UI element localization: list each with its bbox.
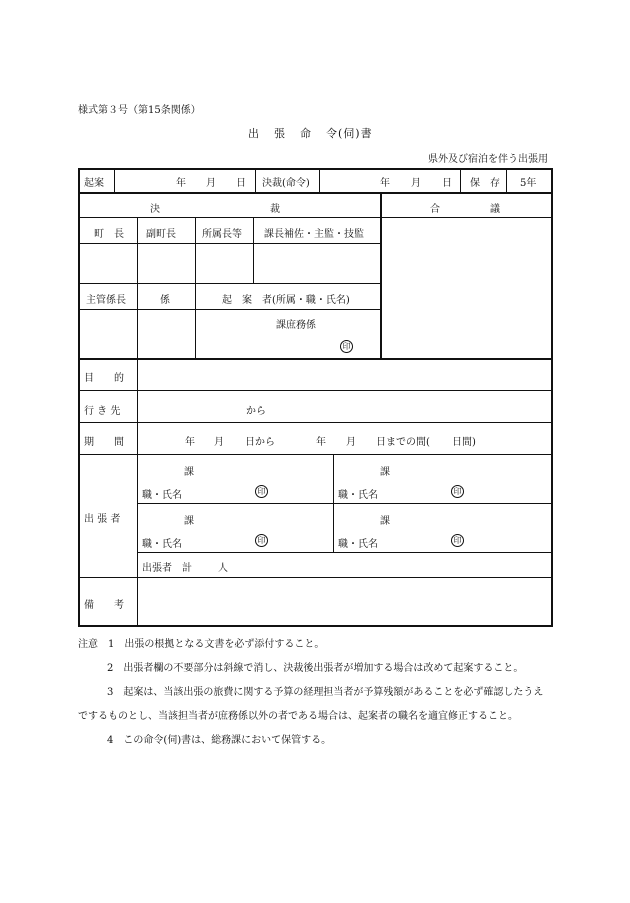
- period-start-month[interactable]: 月: [214, 437, 224, 448]
- kessai-header: 決 裁: [150, 204, 280, 215]
- note-3b: でするものとし、当該担当者が庶務係以外の者である場合は、起案者の職名を適宜修正すること。: [78, 711, 518, 722]
- traveler-count-prefix: 出張者 計: [142, 563, 192, 574]
- document-title: 出 張 命 令(伺)書: [248, 127, 373, 140]
- traveler1-stamp[interactable]: [255, 485, 268, 498]
- hozon-label: 保 存: [470, 178, 500, 189]
- seal-icon: 印: [451, 534, 464, 547]
- kian-day[interactable]: 日: [236, 178, 246, 189]
- kian-label: 起案: [84, 178, 104, 189]
- approver-town-mayor: 町 長: [94, 229, 124, 240]
- note-4: 4 この命令(伺)書は、総務課において保管する。: [107, 735, 332, 746]
- traveler3-shoku[interactable]: 職・氏名: [142, 539, 182, 550]
- kessai-year[interactable]: 年: [380, 178, 390, 189]
- dept-label: 課庶務係: [276, 320, 316, 331]
- period-start-year[interactable]: 年: [185, 437, 195, 448]
- kessai-label: 決裁(命令): [262, 178, 310, 189]
- document-subtitle: 県外及び宿泊を伴う出張用: [428, 154, 548, 165]
- remarks-field[interactable]: [138, 579, 552, 625]
- kakari-label: 係: [160, 295, 170, 306]
- traveler-count-suffix[interactable]: 人: [218, 563, 228, 574]
- kessai-month[interactable]: 月: [411, 178, 421, 189]
- traveler4-stamp[interactable]: [451, 534, 464, 547]
- note-3a: 3 起案は、当該出張の旅費に関する予算の経理担当者が予算残額があることを必ず確認したうえ: [107, 687, 544, 698]
- traveler-label: 出 張 者: [84, 514, 121, 525]
- traveler4-ka[interactable]: 課: [380, 516, 390, 527]
- period-end-month[interactable]: 月: [346, 437, 356, 448]
- seal-icon: 印: [255, 534, 268, 547]
- destination-from[interactable]: から: [246, 406, 266, 417]
- traveler3-ka[interactable]: 課: [184, 516, 194, 527]
- kian-month[interactable]: 月: [206, 178, 216, 189]
- traveler2-stamp[interactable]: [451, 485, 464, 498]
- traveler1-ka[interactable]: 課: [184, 467, 194, 478]
- kessai-day[interactable]: 日: [442, 178, 452, 189]
- purpose-field[interactable]: [138, 360, 552, 390]
- approver-dept-head: 所属長等: [202, 229, 242, 240]
- period-start-day[interactable]: 日から: [245, 437, 275, 448]
- gougi-header: 合 議: [430, 204, 500, 215]
- approver-deputy-mayor: 副町長: [146, 229, 176, 240]
- destination-label: 行 き 先: [84, 406, 121, 417]
- row-dates: [78, 168, 553, 194]
- form-id: 様式第３号（第15条関係）: [78, 105, 201, 116]
- seal-icon: 印: [451, 485, 464, 498]
- remarks-label: 備 考: [84, 600, 124, 611]
- traveler1-shoku[interactable]: 職・氏名: [142, 490, 182, 501]
- retention-years: 5年: [520, 178, 537, 189]
- shukan-label: 主管係長: [86, 295, 126, 306]
- period-end-day[interactable]: 日までの間(: [376, 437, 430, 448]
- period-days[interactable]: 日間): [452, 437, 476, 448]
- purpose-label: 目 的: [84, 373, 124, 384]
- kiansha-stamp[interactable]: [340, 340, 353, 353]
- traveler2-ka[interactable]: 課: [380, 467, 390, 478]
- note-1: 注意 1 出張の根拠となる文書を必ず添付すること。: [78, 639, 325, 650]
- period-label: 期 間: [84, 437, 124, 448]
- approver-stamp-row[interactable]: [78, 244, 380, 284]
- kiansha-label: 起 案 者(所属・職・氏名): [222, 295, 350, 306]
- kian-year[interactable]: 年: [176, 178, 186, 189]
- note-2: 2 出張者欄の不要部分は斜線で消し、決裁後出張者が増加する場合は改めて起案すること。: [107, 663, 524, 674]
- seal-icon: 印: [255, 485, 268, 498]
- approver-section-chief: 課長補佐・主監・技監: [264, 229, 364, 240]
- seal-icon: 印: [340, 340, 353, 353]
- traveler3-stamp[interactable]: [255, 534, 268, 547]
- traveler4-shoku[interactable]: 職・氏名: [338, 539, 378, 550]
- notes-section: [78, 633, 553, 753]
- period-end-year[interactable]: 年: [316, 437, 326, 448]
- traveler2-shoku[interactable]: 職・氏名: [338, 490, 378, 501]
